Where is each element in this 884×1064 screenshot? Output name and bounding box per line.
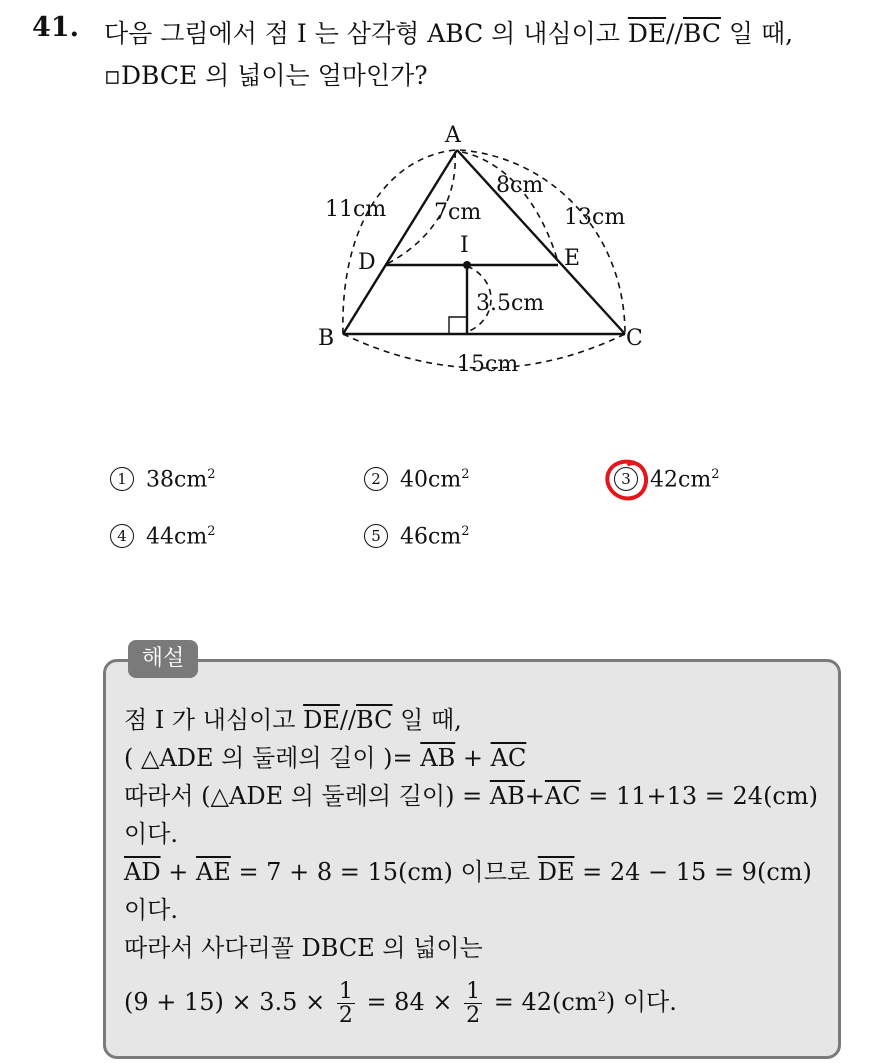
solution-text: = 7 + 8 = 15(cm) 이므로 (230, 858, 538, 886)
solution-text: = 11+13 = 24(cm) (580, 782, 818, 810)
choice-value: 44cm (146, 524, 208, 550)
solution-line-8 (124, 980, 677, 1027)
choice-value: 46cm (400, 524, 462, 550)
label-d: D (358, 250, 376, 275)
solution-line-6: 이다. (124, 896, 178, 924)
solution-line-4: 이다. (124, 820, 178, 848)
segment-ac: $\overline{AC}$ (544, 782, 581, 810)
question-text-line1 (104, 14, 793, 50)
solution-line-3 (124, 776, 818, 811)
solution-text: (9 + 15) × 3.5 × (124, 988, 333, 1017)
dashed-arcs (343, 150, 625, 368)
segment-bc: $\overline{BC}$ (682, 19, 721, 48)
exponent: 2 (597, 990, 606, 1006)
choice-value: 38cm (146, 467, 208, 493)
segment-bc: $\overline{BC}$ (356, 706, 393, 734)
solution-text: ) 이다. (605, 988, 677, 1017)
solution-text: = 84 × (358, 988, 461, 1017)
choice-number-1: 1 (110, 467, 134, 491)
solution-tab: 해설 (128, 640, 198, 678)
triangle-figure (300, 112, 680, 382)
segment-de: $\overline{DE}$ (537, 858, 575, 886)
parallel-sign: // (339, 706, 357, 734)
label-ih: 3.5cm (476, 291, 545, 316)
solution-text: = 24 − 15 = 9(cm) (574, 858, 812, 886)
choice-number-3: 3 (614, 467, 638, 491)
parallel-sign: // (666, 19, 683, 48)
choice-number-5: 5 (364, 524, 388, 548)
solution-text: 일 때, (392, 706, 462, 734)
choice-2[interactable] (364, 467, 469, 492)
choice-4[interactable] (110, 524, 215, 549)
label-bc: 15cm (457, 352, 519, 377)
fraction-half (337, 980, 355, 1027)
choice-value: 42cm (650, 467, 712, 493)
segment-de: $\overline{DE}$ (627, 19, 667, 48)
question-number: 41. (32, 12, 79, 43)
choice-value: 40cm (400, 467, 462, 493)
segment-ad: $\overline{AD}$ (124, 858, 161, 886)
label-ab: 11cm (325, 197, 387, 222)
label-c: C (626, 326, 643, 351)
choice-exponent: 2 (207, 467, 216, 482)
choice-exponent: 2 (461, 467, 470, 482)
choice-exponent: 2 (207, 524, 216, 539)
solution-text: ( △ADE 의 둘레의 길이 )= (124, 744, 421, 772)
question-text-line2: ▫DBCE 의 넓이는 얼마인가? (104, 61, 428, 90)
label-e: E (564, 246, 581, 271)
side-ab (343, 150, 457, 334)
right-angle-mark (449, 317, 467, 334)
solution-line-7: 따라서 사다리꼴 DBCE 의 넓이는 (124, 934, 483, 962)
fraction-denominator: 2 (466, 1003, 481, 1029)
fraction-denominator: 2 (338, 1003, 353, 1029)
choice-number-2: 2 (364, 467, 388, 491)
label-i: I (460, 233, 469, 258)
solution-line-1 (124, 700, 462, 735)
segment-ab: $\overline{AB}$ (489, 782, 525, 810)
fraction-numerator: 1 (466, 979, 481, 1004)
label-a: A (445, 123, 461, 148)
label-ac: 13cm (564, 205, 626, 230)
solution-text: 점 I 가 내심이고 (124, 706, 304, 734)
choice-exponent: 2 (461, 524, 470, 539)
plus-sign: + (455, 744, 491, 772)
solution-text: = 42(cm (486, 988, 598, 1017)
fraction-numerator: 1 (338, 979, 353, 1004)
solution-line-2 (124, 738, 526, 773)
segment-de: $\overline{DE}$ (303, 706, 340, 734)
choice-5[interactable] (364, 524, 469, 549)
solution-text: 따라서 (△ADE 의 둘레의 길이) = (124, 782, 490, 810)
solution-line-5 (124, 852, 812, 887)
segment-ae: $\overline{AE}$ (195, 858, 231, 886)
label-b: B (318, 326, 335, 351)
choice-1[interactable] (110, 467, 215, 492)
label-ae: 8cm (496, 173, 544, 198)
incenter-point (463, 261, 471, 269)
choice-number-4: 4 (110, 524, 134, 548)
segment-ab: $\overline{AB}$ (420, 744, 456, 772)
question-text-part: 다음 그림에서 점 I 는 삼각형 ABC 의 내심이고 (104, 19, 628, 48)
choice-exponent: 2 (711, 467, 720, 482)
answer-circle-mark (600, 456, 656, 506)
plus-sign: + (160, 858, 196, 886)
question-text-part: 일 때, (720, 19, 794, 48)
label-ad: 7cm (434, 200, 482, 225)
fraction-half (464, 980, 482, 1027)
plus-sign: + (524, 782, 545, 810)
segment-ac: $\overline{AC}$ (490, 744, 527, 772)
